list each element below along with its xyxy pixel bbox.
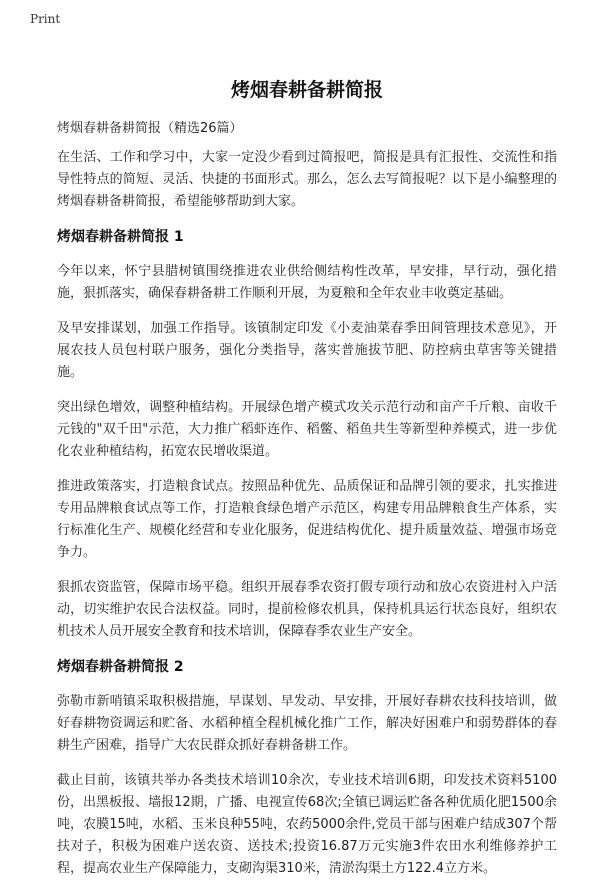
section-paragraph: 及早安排谋划，加强工作指导。该镇制定印发《小麦油菜春季田间管理技术意见》，开展农技人员包村联户服务，强化分类指导，落实普施拔节肥、防控病虫草害等关键措施。 — [57, 321, 557, 380]
section-paragraph: 推进政策落实，打造粮食试点。按照品种优先、品质保证和品牌引领的要求，扎实推进专用品牌粮食试点等工作，打造粮食绿色增产示范区，构建专用品牌粮食生产体系，实行标准化生产、规模化经营和专业化服务，促进结构优化、提升质量效益、增强市场竞争力。 — [57, 479, 557, 560]
section-paragraph: 狠抓农资监管，保障市场平稳。组织开展春季农资打假专项行动和放心农资进村入户活动，切实维护农民合法权益。同时，提前检修农机具，保持机具运行状态良好，组织农机技术人员开展安全教育和技术培训，保障春季农业生产安全。 — [57, 580, 557, 639]
section-paragraph: 今年以来，怀宁县腊树镇围绕推进农业供给侧结构性改革，早安排，早行动，强化措施，狠抓落实，确保春耕备耕工作顺利开展，为夏粮和全年农业丰收奠定基础。 — [57, 264, 557, 301]
section-paragraph: 弥勒市新哨镇采取积极措施，早谋划、早发动、早安排，开展好春耕农技科技培训，做好春耕物资调运和贮备、水稻种植全程机械化推广工作，解决好困难户和弱势群体的春耕生产困难，指导广大农民群众抓好春耕备耕工作。 — [57, 694, 557, 753]
document-subtitle: 烤烟春耕备耕简报（精选26篇） — [57, 121, 243, 136]
print-link[interactable]: Print — [30, 12, 61, 26]
section-2 — [57, 656, 557, 880]
section-1 — [57, 226, 557, 643]
section-paragraph: 截止目前，该镇共举办各类技术培训10余次，专业技术培训6期，印发技术资料5100份，出黑板报、墙报12期，广播、电视宣传68次;全镇已调运贮备各种优质化肥1500余吨，农膜15吨，水稻、玉米良种55吨，农药5000余件,党员干部与困难户结成307个帮扶对子，积极为困难户送农资、送技术;投资16.87万元实施3件农田水利维修养护工程，提高农业生产保障能力，支砌沟渠310米，清淤沟渠土方122.4立方米。 — [57, 773, 557, 876]
document-body — [57, 76, 557, 880]
intro-paragraph: 在生活、工作和学习中，大家一定没少看到过简报吧，简报是具有汇报性、交流性和指导性特点的简短、灵活、快捷的书面形式。那么，怎么去写简报呢？以下是小编整理的烤烟春耕备耕简报，希望能够帮助到大家。 — [57, 150, 557, 209]
page-title: 烤烟春耕备耕简报 — [230, 79, 383, 101]
section-heading: 烤烟春耕备耕简报 2 — [57, 659, 184, 675]
section-paragraph: 突出绿色增效，调整种植结构。开展绿色增产模式攻关示范行动和亩产千斤粮、亩收千元钱的"双千田"示范，大力推广稻虾连作、稻鳖、稻鱼共生等新型种养模式，进一步优化农业种植结构，拓宽农民增收渠道。 — [57, 400, 557, 459]
section-heading: 烤烟春耕备耕简报 1 — [57, 229, 184, 245]
